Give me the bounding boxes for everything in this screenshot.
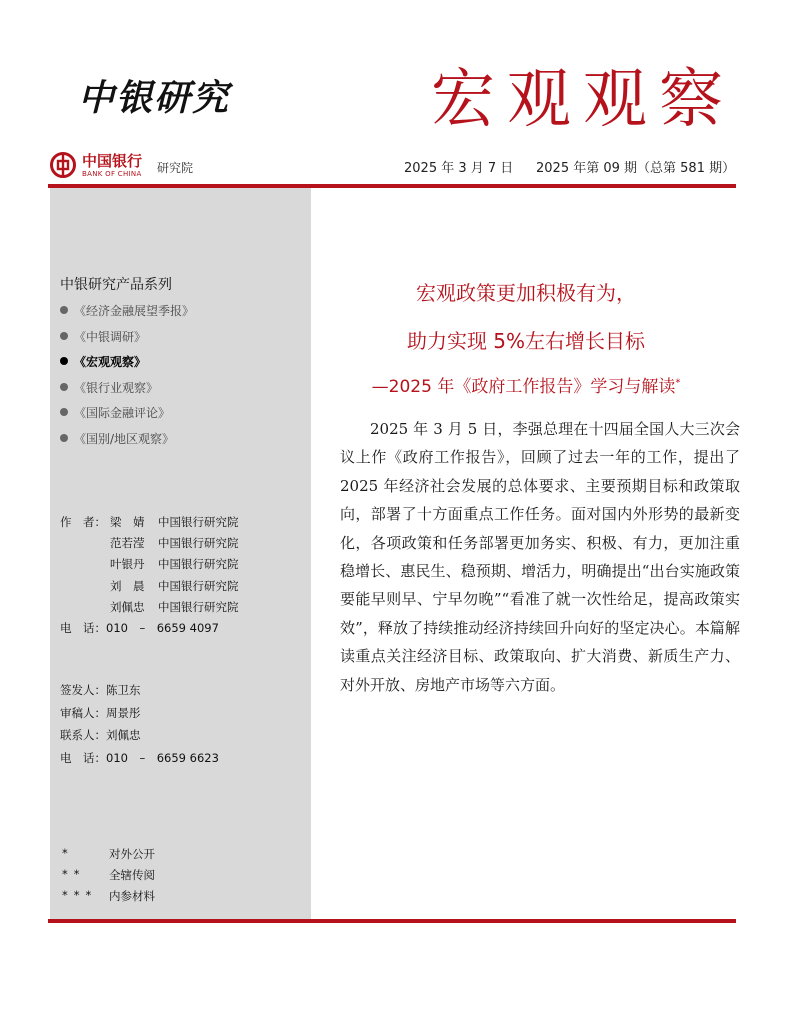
bullet-icon <box>60 383 68 391</box>
series-item <box>60 430 194 456</box>
series-item-label: 《银行业观察》 <box>74 380 159 395</box>
author-row <box>60 578 239 599</box>
author-name: 范若滢 <box>110 536 145 551</box>
series-item-label: 《国别/地区观察》 <box>74 431 175 446</box>
classification-label: 内参材料 <box>109 889 155 904</box>
authors-phone: 电 话：010 – 6659 4097 <box>60 620 219 635</box>
department-label: 研究院 <box>157 161 194 175</box>
classification-label: 对外公开 <box>109 847 155 861</box>
series-item-label: 《宏观观察》 <box>74 355 147 370</box>
author-org: 中国银行研究院 <box>158 515 239 529</box>
series-item <box>60 379 194 405</box>
bank-name-en: BANK OF CHINA <box>82 170 142 178</box>
series-item <box>60 328 194 354</box>
authors-block <box>60 514 239 641</box>
contact-person: 联系人：刘佩忠 <box>60 728 141 742</box>
classification-stars: ** <box>62 867 86 882</box>
classification-stars: * <box>62 846 74 860</box>
author-name: 梁 婧 <box>110 515 145 529</box>
issuer: 签发人：陈卫东 <box>60 683 141 697</box>
subheadline-text: —2025 年《政府工作报告》学习与解读 <box>371 377 676 397</box>
author-org: 中国银行研究院 <box>158 557 239 572</box>
article-headline-line1: 宏观政策更加积极有为， <box>416 281 636 305</box>
series-item-label: 《经济金融展望季报》 <box>74 304 195 318</box>
staff-block <box>60 682 219 772</box>
series-item <box>60 302 194 328</box>
classification-stars: *** <box>62 888 98 903</box>
author-org: 中国银行研究院 <box>158 578 239 593</box>
author-row <box>60 556 239 577</box>
brand-script-logo: 中银研究 <box>78 77 231 119</box>
bullet-icon <box>60 408 68 416</box>
series-item-active <box>60 353 194 379</box>
bank-name-cn: 中国银行 <box>82 152 143 170</box>
author-name: 刘 晨 <box>110 578 145 593</box>
series-item <box>60 404 194 430</box>
report-date: 2025 年 3 月 7 日 <box>404 161 514 176</box>
reviewer: 审稿人：周景彤 <box>60 705 141 720</box>
author-org: 中国银行研究院 <box>158 599 239 614</box>
bullet-icon <box>60 357 68 365</box>
series-title: 中银研究产品系列 <box>60 277 172 293</box>
article-subheadline <box>316 372 736 397</box>
footer-divider <box>48 919 736 923</box>
article-headline-line2: 助力实现 5%左右增长目标 <box>406 329 646 353</box>
bullet-icon <box>60 434 68 442</box>
publication-title: 宏观观察 <box>431 63 735 137</box>
classification-label: 全辖传阅 <box>109 868 155 883</box>
author-row <box>60 535 239 556</box>
bullet-icon <box>60 306 68 314</box>
series-item-label: 《中银调研》 <box>74 329 147 344</box>
footnote-mark: * <box>675 377 681 389</box>
series-list <box>60 302 194 456</box>
article-body: 2025 年 3 月 5 日，李强总理在十四届全国人大三次会议上作《政府工作报告》，回顾了过去一年的工作，提出了 2025 年经济社会发展的总体要求、主要预期目标和政策取向，部署了十方面重点工作任务。面对国内外形势的最新变化，各项政策和任务部署更加务实、积极、有力，更加注重稳增长、惠民生、稳预期、增活力，明确提出“出台实施政策要能早则早、宁早勿晚”“看准了就一次性给足，提高政策实效”，释放了持续推动经济持续回升向好的坚定决心。本篇解读重点关注经济目标、政策取向、扩大消费、新质生产力、对外开放、房地产市场等六方面。 <box>340 420 740 694</box>
series-item-label: 《国际金融评论》 <box>74 406 171 421</box>
issue-number: 2025 年第 09 期（总第 581 期） <box>536 161 736 176</box>
contact-phone: 电 话：010 – 6659 6623 <box>60 750 219 765</box>
bullet-icon <box>60 332 68 340</box>
bank-of-china-logo-icon <box>50 152 76 178</box>
author-row <box>60 514 239 535</box>
author-name: 叶银丹 <box>110 557 145 572</box>
author-name: 刘佩忠 <box>110 599 145 614</box>
author-row <box>60 599 239 620</box>
authors-label: 作 者： <box>60 515 106 529</box>
author-org: 中国银行研究院 <box>158 536 239 551</box>
